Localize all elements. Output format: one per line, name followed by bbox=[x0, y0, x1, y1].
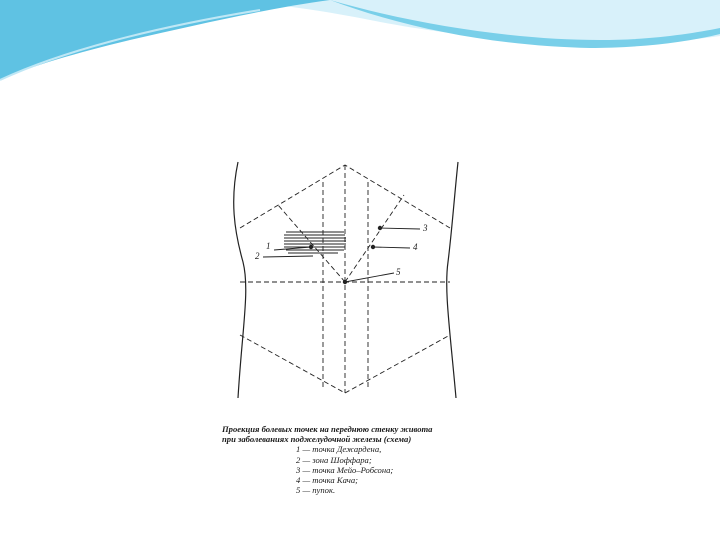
caption-item: 5 — пупок. bbox=[296, 485, 336, 496]
point-label-3: 3 bbox=[423, 223, 428, 233]
torso-left-contour bbox=[234, 162, 246, 398]
caption-item: 3 — точка Мейо–Робсона; bbox=[296, 464, 394, 475]
caption-title-line-1: Проекция болевых точек на переднюю стенку живота bbox=[222, 424, 433, 434]
point-label-1: 1 bbox=[266, 241, 271, 251]
leader-line-4 bbox=[373, 247, 410, 248]
caption-title-line-2: при заболеваниях поджелудочной железы (схема) bbox=[222, 434, 412, 445]
leader-line-3 bbox=[380, 228, 420, 229]
caption-item: 4 — точка Кача; bbox=[296, 475, 359, 486]
header-wave-decoration bbox=[0, 0, 720, 90]
caption-legend bbox=[222, 444, 522, 495]
figure-caption bbox=[222, 424, 522, 514]
caption-item: 1 — точка Дежардена, bbox=[296, 444, 382, 455]
umbilicus-point bbox=[343, 280, 347, 284]
leader-line-5 bbox=[345, 273, 394, 282]
point-label-4: 4 bbox=[413, 242, 418, 252]
diagonal-to-left-rib bbox=[278, 205, 345, 282]
header-wave-main bbox=[0, 0, 330, 80]
torso-right-contour bbox=[447, 162, 458, 398]
dejardin-point bbox=[309, 245, 313, 249]
kach-point bbox=[371, 245, 375, 249]
caption-item: 2 — зона Шоффара; bbox=[296, 454, 372, 465]
shoffard-zone-hatching bbox=[284, 232, 346, 253]
point-label-5: 5 bbox=[396, 267, 401, 277]
mayo-robson-point bbox=[378, 226, 382, 230]
point-label-2: 2 bbox=[255, 251, 260, 261]
leader-line-2 bbox=[263, 256, 313, 257]
